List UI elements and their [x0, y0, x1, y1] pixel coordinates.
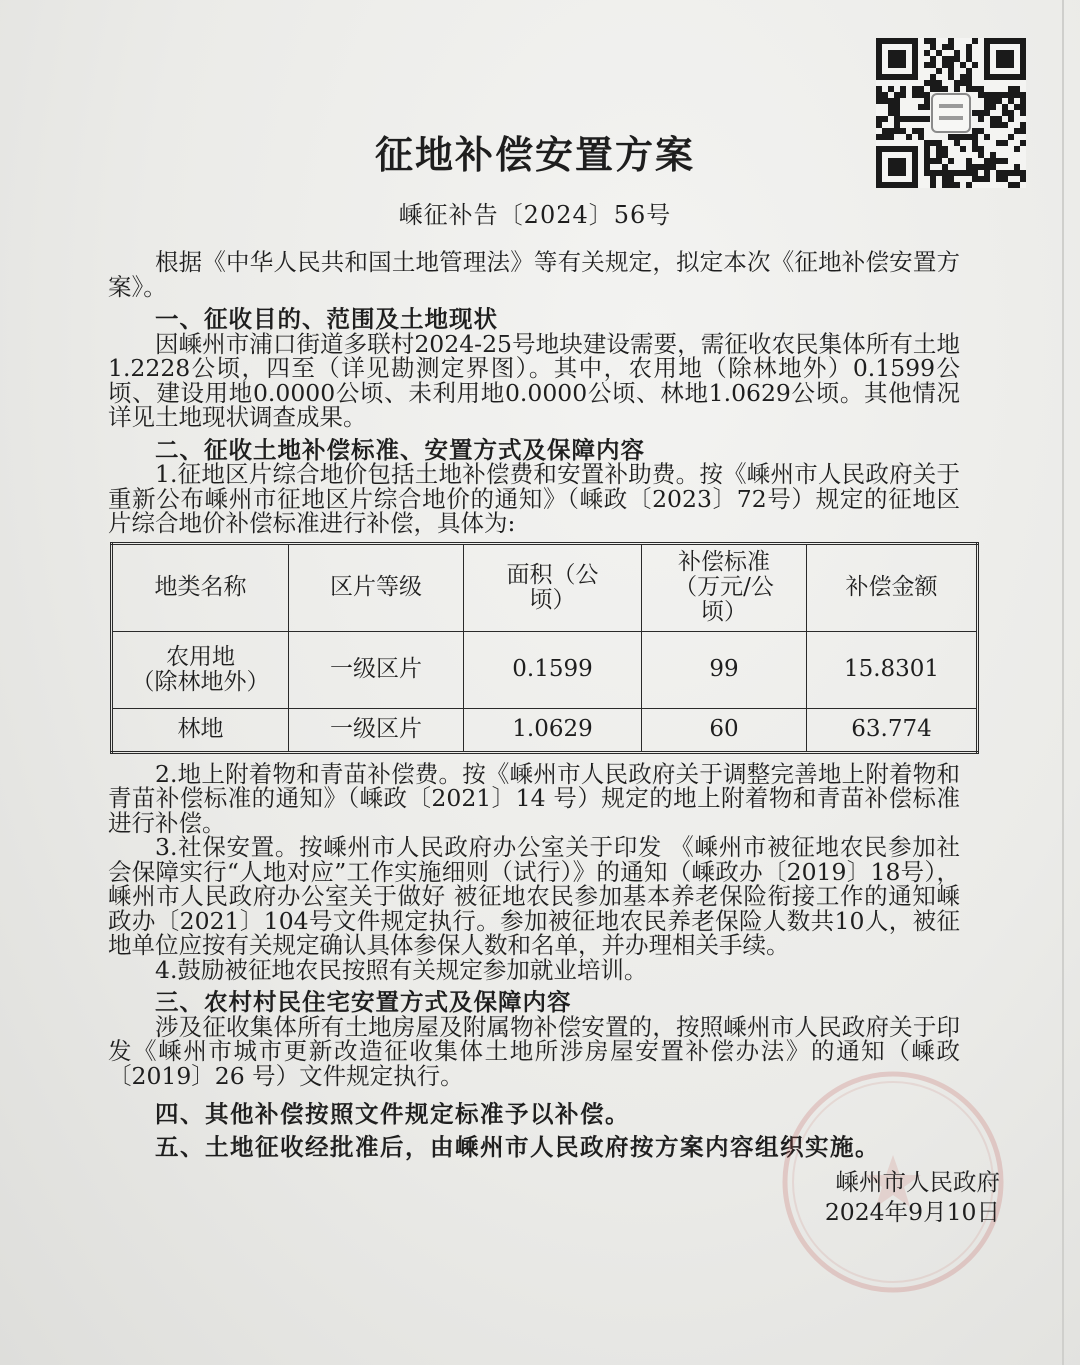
section-5-statement: 五、土地征收经批准后，由嵊州市人民政府按方案内容组织实施。	[155, 1132, 880, 1161]
section-3-heading: 三、农村村民住宅安置方式及保障内容	[155, 988, 572, 1016]
cell-amount: 15.8301	[807, 631, 978, 708]
document-body	[108, 248, 1000, 1227]
cell-land-type: 林地	[112, 708, 289, 752]
section-2-item-4: 4.鼓励被征地农民按照有关规定参加就业培训。	[155, 955, 648, 984]
section-2-item-3: 3.社保安置。按嵊州市人民政府办公室关于印发 《嵊州市被征地农民参加社会保障实行“人地对应”工作实施细则（试行）》的通知（嵊政办〔2019〕18号），嵊州市人民政府办公室关于做好 被征地农民参加基本养老保险衔接工作的通知嵊政办〔2021〕104号文件规定执行。参加被征地农民养老保险人数共10人，被征地单位应按有关规定确认具体参保人数和名单，并办理相关手续。	[108, 833, 960, 959]
cell-zone-grade: 一级区片	[289, 708, 464, 752]
cell-land-type: 农用地 （除林地外）	[112, 631, 289, 708]
section-2-item-2: 2.地上附着物和青苗补偿费。按《嵊州市人民政府关于调整完善地上附着物和青苗补偿标准的通知》（嵊政〔2021〕14 号）规定的地上附着物和青苗补偿标准进行补偿。	[108, 759, 960, 837]
section-1-heading: 一、征收目的、范围及土地现状	[155, 305, 498, 333]
table-row	[112, 708, 978, 752]
signature-date: 2024年9月10日	[824, 1198, 1000, 1226]
signature-block	[108, 1167, 1000, 1227]
qr-finder-top-left	[876, 38, 918, 80]
cell-zone-grade: 一级区片	[289, 631, 464, 708]
section-4-statement: 四、其他补偿按照文件规定标准予以补偿。	[155, 1100, 630, 1128]
header-standard: 补偿标准（万元/公顷）	[642, 543, 807, 631]
section-2-heading: 二、征收土地补偿标准、安置方式及保障内容	[155, 435, 645, 464]
qr-center-logo	[932, 94, 970, 132]
qr-finder-top-right	[984, 38, 1026, 80]
section-1-body: 因嵊州市浦口街道多联村2024-25号地块建设需要，需征收农民集体所有土地1.2228公顷，四至（详见勘测定界图）。其中，农用地（除林地外）0.1599公顷、建设用地0.0000公顷、未利用地0.0000公顷、林地1.0629公顷。其他情况详见土地现状调查成果。	[108, 329, 960, 431]
compensation-table	[110, 542, 979, 754]
table-row	[112, 631, 978, 708]
cell-standard: 99	[642, 631, 807, 708]
table-header-row	[112, 543, 978, 631]
document-number: 嵊征补告〔2024〕56号	[398, 201, 672, 229]
cell-amount: 63.774	[807, 708, 978, 752]
header-amount: 补偿金额	[807, 543, 978, 631]
header-land-type: 地类名称	[112, 543, 289, 631]
document-title: 征地补偿安置方案	[374, 133, 695, 177]
cell-area: 1.0629	[464, 708, 642, 752]
header-zone-grade: 区片等级	[289, 543, 464, 631]
header-area: 面积（公顷）	[464, 543, 642, 631]
section-2-item-1: 1.征地区片综合地价包括土地补偿费和安置补助费。按《嵊州市人民政府关于重新公布嵊州市征地区片综合地价的通知》（嵊政〔2023〕72号）规定的征地区片综合地价补偿标准进行补偿，具体为:	[108, 460, 960, 537]
section-3-body: 涉及征收集体所有土地房屋及附属物补偿安置的，按照嵊州市人民政府关于印发《嵊州市城市更新改造征收集体土地所涉房屋安置补偿办法》的通知（嵊政〔2019〕26 号）文件规定执行。	[108, 1012, 960, 1090]
cell-standard: 60	[642, 708, 807, 752]
signature-issuer: 嵊州市人民政府	[835, 1168, 1000, 1196]
intro-paragraph: 根据《中华人民共和国土地管理法》等有关规定，拟定本次《征地补偿安置方案》。	[108, 248, 960, 301]
cell-area: 0.1599	[464, 631, 642, 708]
